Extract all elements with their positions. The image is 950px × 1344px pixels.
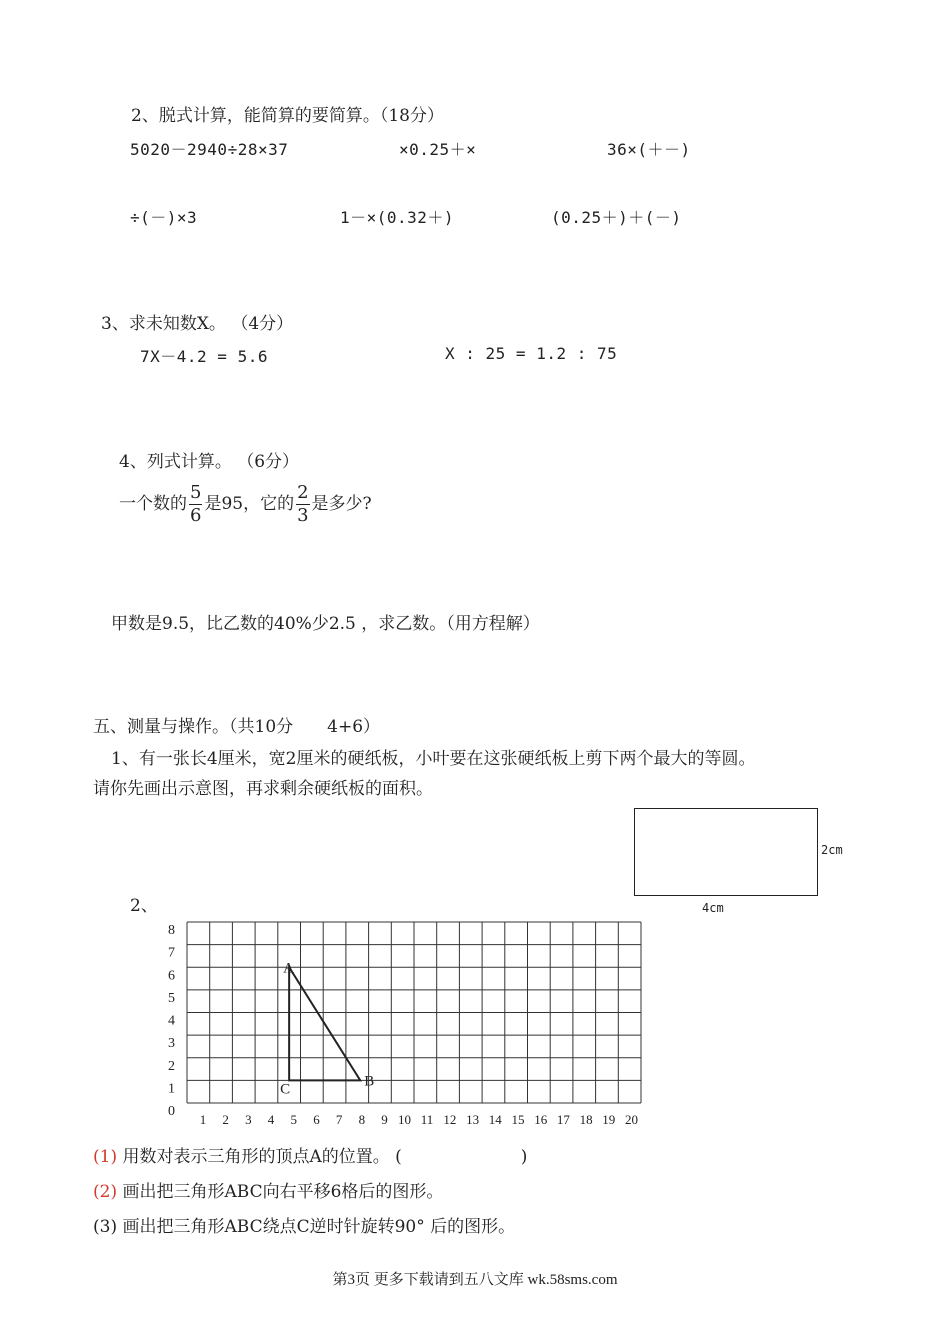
- vertex-a-label: A: [283, 960, 294, 977]
- x-tick-label: 15: [511, 1112, 525, 1127]
- y-tick-label: 7: [168, 945, 175, 961]
- y-tick-label: 1: [168, 1081, 175, 1097]
- sub-question-1: [93, 1142, 527, 1167]
- section3-title: 3、求未知数X。 （4分）: [101, 314, 294, 334]
- y-tick-label: 2: [168, 1058, 175, 1074]
- calc-expr-6: (0.25＋)＋(－): [551, 208, 682, 227]
- sub-question-1-text: 用数对表示三角形的顶点A的位置。 ( ): [122, 1147, 528, 1167]
- problem1-text-pre: 一个数的: [119, 494, 187, 514]
- sub-question-2-number: (2): [93, 1182, 118, 1202]
- sub-question-2-text: 画出把三角形ABC向右平移6格后的图形。: [122, 1182, 444, 1202]
- rect-width-label: 4cm: [702, 901, 724, 915]
- sub-question-2: [93, 1177, 443, 1202]
- equation-1: 7X－4.2 = 5.6: [140, 347, 268, 366]
- calc-expr-4: ÷(－)×3: [130, 208, 198, 227]
- fraction-numerator: 5: [190, 482, 202, 503]
- vertex-b-label: B: [364, 1073, 375, 1090]
- x-tick-label: 18: [579, 1112, 593, 1127]
- y-tick-label: 0: [168, 1104, 175, 1119]
- y-tick-label: 3: [168, 1036, 175, 1052]
- calc-expr-1: 5020－2940÷28×37: [130, 140, 289, 159]
- page-footer: 第3页 更多下载请到五八文库 wk.58sms.com: [332, 1272, 618, 1288]
- calc-expr-5: 1－×(0.32＋): [340, 208, 455, 227]
- x-tick-label: 16: [534, 1112, 548, 1127]
- x-tick-label: 7: [335, 1112, 343, 1127]
- section2-title: 2、脱式计算，能简算的要简算。（18分）: [131, 106, 444, 126]
- x-axis-labels: [200, 1112, 638, 1127]
- y-tick-label: 4: [168, 1013, 175, 1029]
- x-tick-label: 10: [398, 1112, 411, 1127]
- sub-question-1-number: (1): [93, 1147, 118, 1167]
- fraction-denominator: 3: [297, 505, 309, 526]
- y-tick-label: 5: [168, 990, 175, 1006]
- fraction-numerator: 2: [297, 482, 309, 503]
- sub-question-3: (3) 画出把三角形ABC绕点C逆时针旋转90° 后的图形。: [93, 1217, 516, 1237]
- triangle-abc: [289, 967, 360, 1080]
- y-tick-label: 6: [168, 968, 175, 984]
- calc-expr-3: 36×(＋－): [607, 140, 691, 159]
- x-tick-label: 5: [290, 1112, 297, 1127]
- x-tick-label: 8: [358, 1112, 366, 1127]
- x-tick-label: 4: [267, 1112, 275, 1127]
- y-axis-labels: [168, 923, 175, 1119]
- x-tick-label: 20: [625, 1112, 638, 1127]
- x-tick-label: 6: [313, 1112, 320, 1127]
- section4-title: 4、列式计算。 （6分）: [119, 452, 300, 472]
- grid-question-label: 2、: [130, 896, 158, 916]
- rect-height-label: 2cm: [821, 843, 843, 857]
- y-tick-label: 8: [168, 923, 175, 938]
- word-problem-2: 甲数是9.5，比乙数的40%少2.5 ，求乙数。（用方程解）: [111, 614, 540, 634]
- x-tick-label: 19: [602, 1112, 616, 1127]
- equation-2: X : 25 = 1.2 : 75: [445, 344, 618, 363]
- problem1-text-mid: 是95，它的: [204, 494, 295, 514]
- x-tick-label: 11: [420, 1112, 434, 1127]
- x-tick-label: 9: [381, 1112, 388, 1127]
- measure-q1-line1: 1、有一张长4厘米，宽2厘米的硬纸板，小叶要在这张硬纸板上剪下两个最大的等圆。: [111, 749, 756, 769]
- measure-q1-line2: 请你先画出示意图，再求剩余硬纸板的面积。: [93, 779, 433, 799]
- x-tick-label: 12: [443, 1112, 457, 1127]
- x-tick-label: 17: [556, 1112, 570, 1127]
- vertex-c-label: C: [280, 1081, 291, 1098]
- problem1-text-post: 是多少?: [311, 494, 372, 514]
- x-tick-label: 13: [466, 1112, 480, 1127]
- section5-title: 五、测量与操作。（共10分 4+6）: [93, 717, 381, 737]
- x-tick-label: 3: [245, 1112, 252, 1127]
- x-tick-label: 14: [488, 1112, 502, 1127]
- fraction-denominator: 6: [190, 505, 202, 526]
- x-tick-label: 2: [222, 1112, 229, 1127]
- grid-lines: [187, 922, 641, 1103]
- calc-expr-2: ×0.25＋×: [399, 140, 477, 159]
- x-tick-label: 1: [199, 1112, 207, 1127]
